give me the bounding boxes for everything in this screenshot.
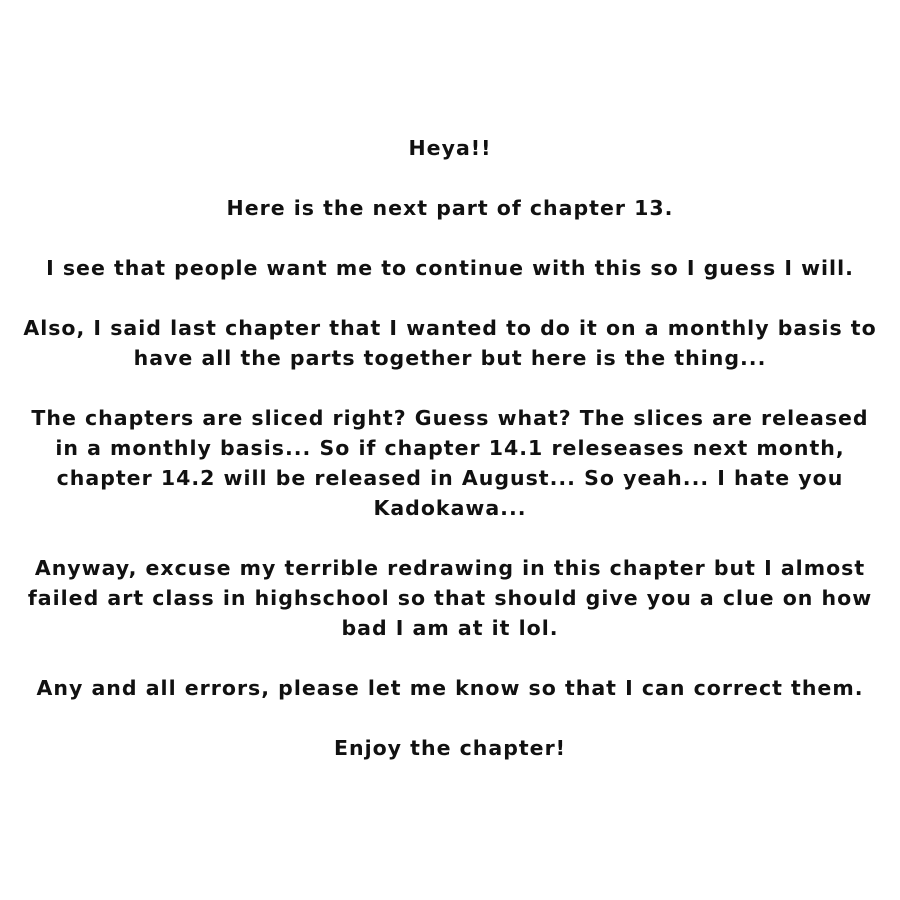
slices-text: The chapters are sliced right? Guess what? The slices are released in a monthly basis... So if chapter 14.1 releseases next month, chapter 14.2 will be released in August... So yeah... I hate you Kadokawa...	[31, 406, 869, 520]
greeting-text: Heya!!	[408, 136, 492, 160]
translator-note	[20, 133, 880, 763]
schedule-text: Also, I said last chapter that I wanted to do it on a monthly basis to have all the parts together but here is the thing...	[23, 316, 877, 370]
errors-text: Any and all errors, please let me know so that I can correct them.	[36, 676, 864, 700]
continue-text: I see that people want me to continue with this so I guess I will.	[46, 256, 854, 280]
intro-text: Here is the next part of chapter 13.	[226, 196, 674, 220]
redrawing-text: Anyway, excuse my terrible redrawing in this chapter but I almost failed art class in highschool so that should give you a clue on how bad I am at it lol.	[27, 556, 873, 640]
closing-text: Enjoy the chapter!	[333, 736, 567, 760]
